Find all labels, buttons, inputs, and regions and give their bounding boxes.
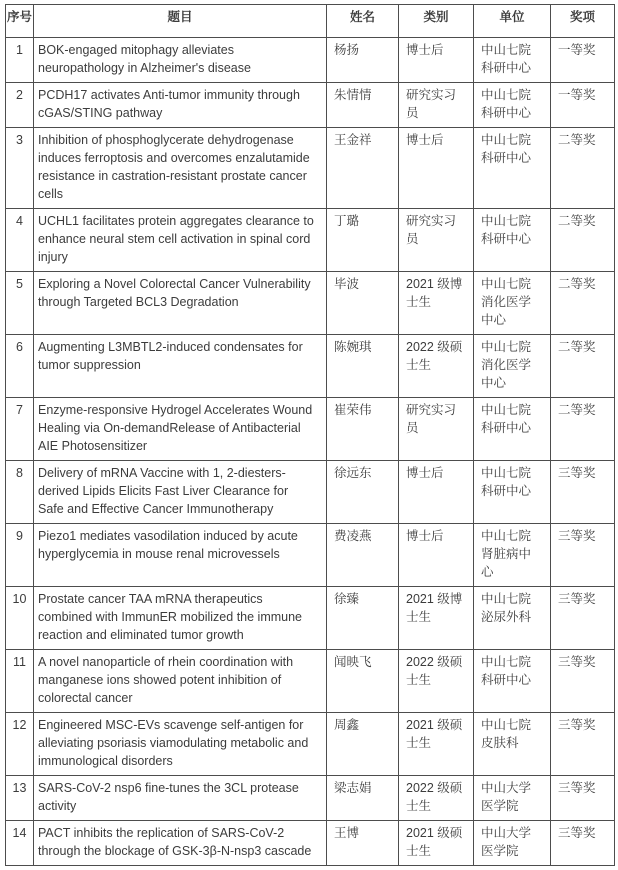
cell-title: BOK-engaged mitophagy alleviates neuropathology in Alzheimer's disease: [34, 38, 327, 83]
cell-category: 2022 级硕士生: [399, 335, 474, 398]
cell-name: 周鑫: [327, 713, 399, 776]
table-row: [6, 209, 615, 272]
cell-award: 二等奖: [551, 209, 615, 272]
cell-name: 陈婉琪: [327, 335, 399, 398]
cell-title: Engineered MSC-EVs scavenge self-antigen for alleviating psoriasis viamodulating metabolic and immunological disorders: [34, 713, 327, 776]
cell-category: 2021 级博士生: [399, 587, 474, 650]
cell-award: 二等奖: [551, 335, 615, 398]
cell-unit: 中山七院泌尿外科: [474, 587, 551, 650]
cell-category: 研究实习员: [399, 398, 474, 461]
cell-no: 11: [6, 650, 34, 713]
cell-category: 博士后: [399, 524, 474, 587]
cell-no: 9: [6, 524, 34, 587]
cell-name: 丁璐: [327, 209, 399, 272]
cell-no: 4: [6, 209, 34, 272]
cell-title: Enzyme-responsive Hydrogel Accelerates Wound Healing via On-demandRelease of Antibacterial AIE Photosensitizer: [34, 398, 327, 461]
cell-unit: 中山七院科研中心: [474, 461, 551, 524]
table-row: [6, 776, 615, 821]
cell-award: 三等奖: [551, 713, 615, 776]
cell-unit: 中山七院科研中心: [474, 398, 551, 461]
cell-title: PCDH17 activates Anti-tumor immunity through cGAS/STING pathway: [34, 83, 327, 128]
cell-unit: 中山七院消化医学中心: [474, 272, 551, 335]
awards-table: [5, 4, 615, 866]
cell-name: 朱情情: [327, 83, 399, 128]
cell-title: Inhibition of phosphoglycerate dehydrogenase induces ferroptosis and overcomes enzalutamide resistance in castration-resistant prostate cancer cells: [34, 128, 327, 209]
cell-no: 5: [6, 272, 34, 335]
cell-name: 王金祥: [327, 128, 399, 209]
table-row: [6, 83, 615, 128]
cell-category: 博士后: [399, 38, 474, 83]
header-title: 题目: [34, 5, 327, 38]
cell-no: 1: [6, 38, 34, 83]
cell-award: 三等奖: [551, 776, 615, 821]
table-row: [6, 38, 615, 83]
table-row: [6, 272, 615, 335]
cell-unit: 中山七院皮肤科: [474, 713, 551, 776]
table-row: [6, 335, 615, 398]
table-row: [6, 587, 615, 650]
cell-award: 三等奖: [551, 524, 615, 587]
cell-no: 13: [6, 776, 34, 821]
cell-award: 三等奖: [551, 461, 615, 524]
cell-no: 12: [6, 713, 34, 776]
header-no: 序号: [6, 5, 34, 38]
cell-category: 2022 级硕士生: [399, 776, 474, 821]
cell-title: A novel nanoparticle of rhein coordination with manganese ions showed potent inhibition of colorectal cancer: [34, 650, 327, 713]
cell-unit: 中山七院科研中心: [474, 83, 551, 128]
cell-title: Exploring a Novel Colorectal Cancer Vulnerability through Targeted BCL3 Degradation: [34, 272, 327, 335]
table-header: [6, 5, 615, 38]
cell-no: 2: [6, 83, 34, 128]
header-name: 姓名: [327, 5, 399, 38]
cell-unit: 中山七院科研中心: [474, 209, 551, 272]
cell-no: 10: [6, 587, 34, 650]
cell-name: 费凌燕: [327, 524, 399, 587]
cell-no: 3: [6, 128, 34, 209]
header-unit: 单位: [474, 5, 551, 38]
cell-no: 7: [6, 398, 34, 461]
cell-no: 14: [6, 821, 34, 866]
cell-name: 毕波: [327, 272, 399, 335]
cell-name: 杨扬: [327, 38, 399, 83]
cell-unit: 中山七院肾脏病中心: [474, 524, 551, 587]
cell-category: 2022 级硕士生: [399, 650, 474, 713]
cell-category: 博士后: [399, 128, 474, 209]
cell-category: 博士后: [399, 461, 474, 524]
cell-unit: 中山七院科研中心: [474, 128, 551, 209]
cell-name: 王博: [327, 821, 399, 866]
table-row: [6, 398, 615, 461]
cell-title: Delivery of mRNA Vaccine with 1, 2-diesters-derived Lipids Elicits Fast Liver Clearance for Safe and Effective Cancer Immunotherapy: [34, 461, 327, 524]
cell-unit: 中山大学医学院: [474, 776, 551, 821]
cell-name: 崔荣伟: [327, 398, 399, 461]
cell-title: UCHL1 facilitates protein aggregates clearance to enhance neural stem cell activation in spinal cord injury: [34, 209, 327, 272]
table-row: [6, 713, 615, 776]
cell-award: 一等奖: [551, 38, 615, 83]
header-award: 奖项: [551, 5, 615, 38]
header-row: [6, 5, 615, 38]
header-category: 类别: [399, 5, 474, 38]
table-row: [6, 524, 615, 587]
cell-unit: 中山大学医学院: [474, 821, 551, 866]
cell-category: 2021 级硕士生: [399, 713, 474, 776]
cell-award: 二等奖: [551, 272, 615, 335]
cell-unit: 中山七院消化医学中心: [474, 335, 551, 398]
cell-unit: 中山七院科研中心: [474, 38, 551, 83]
cell-award: 三等奖: [551, 587, 615, 650]
cell-name: 徐远东: [327, 461, 399, 524]
cell-no: 8: [6, 461, 34, 524]
cell-title: Prostate cancer TAA mRNA therapeutics combined with ImmunER mobilized the immune reaction and eliminated tumor growth: [34, 587, 327, 650]
table-row: [6, 128, 615, 209]
cell-category: 2021 级博士生: [399, 272, 474, 335]
table-row: [6, 461, 615, 524]
cell-name: 徐臻: [327, 587, 399, 650]
cell-category: 研究实习员: [399, 209, 474, 272]
cell-category: 研究实习员: [399, 83, 474, 128]
cell-award: 二等奖: [551, 398, 615, 461]
cell-title: PACT inhibits the replication of SARS-CoV-2 through the blockage of GSK-3β-N-nsp3 cascade: [34, 821, 327, 866]
table-row: [6, 650, 615, 713]
cell-award: 一等奖: [551, 83, 615, 128]
cell-award: 三等奖: [551, 821, 615, 866]
cell-name: 闻映飞: [327, 650, 399, 713]
cell-no: 6: [6, 335, 34, 398]
cell-category: 2021 级硕士生: [399, 821, 474, 866]
cell-title: Augmenting L3MBTL2-induced condensates for tumor suppression: [34, 335, 327, 398]
cell-award: 二等奖: [551, 128, 615, 209]
cell-title: Piezo1 mediates vasodilation induced by acute hyperglycemia in mouse renal microvessels: [34, 524, 327, 587]
cell-name: 梁志娟: [327, 776, 399, 821]
table-row: [6, 821, 615, 866]
cell-unit: 中山七院科研中心: [474, 650, 551, 713]
cell-title: SARS-CoV-2 nsp6 fine-tunes the 3CL protease activity: [34, 776, 327, 821]
cell-award: 三等奖: [551, 650, 615, 713]
table-body: [6, 38, 615, 866]
